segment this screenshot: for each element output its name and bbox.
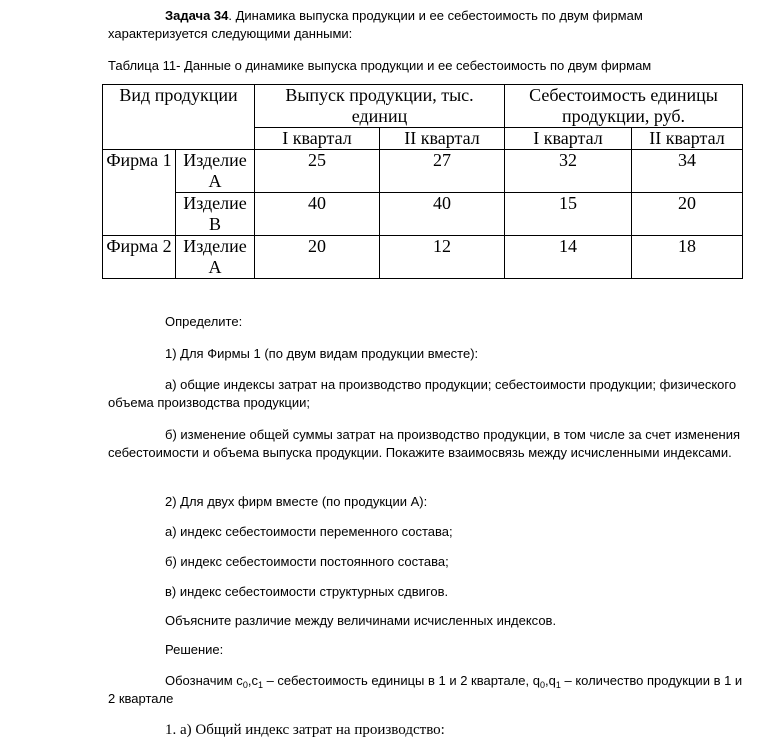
cost-q1-cell: 14 xyxy=(505,236,632,279)
header-cost-q2: II квартал xyxy=(632,128,743,150)
subscript-one: 1 xyxy=(257,680,263,690)
item-1a: а) общие индексы затрат на производство продукции; себестоимости продукции; физического объема производства продукции; xyxy=(108,377,737,410)
output-q2-cell: 40 xyxy=(380,193,505,236)
output-q2-cell: 12 xyxy=(380,236,505,279)
cost-q2-cell: 34 xyxy=(632,150,743,193)
subscript-one: 1 xyxy=(555,680,561,690)
firm-cell: Фирма 1 xyxy=(103,150,176,236)
task-intro-line2: характеризуется следующими данными: xyxy=(108,26,353,41)
product-cell: Изделие А xyxy=(176,150,255,193)
cost-q1-cell: 32 xyxy=(505,150,632,193)
cost-q1-cell: 15 xyxy=(505,193,632,236)
output-q1-cell: 40 xyxy=(255,193,380,236)
task-intro xyxy=(108,7,748,43)
item-1b: б) изменение общей суммы затрат на производство продукции, в том числе за счет изменения себестоимости и объема выпуска продукции. Покажите взаимосвязь между исчисленными индексами. xyxy=(108,427,740,460)
cost-q2-cell: 20 xyxy=(632,193,743,236)
item-2: 2) Для двух фирм вместе (по продукции А): xyxy=(165,494,428,509)
output-q1-cell: 25 xyxy=(255,150,380,193)
item-2a: а) индекс себестоимости переменного состава; xyxy=(165,524,453,539)
determine-label: Определите: xyxy=(165,314,243,329)
solution-step-1a: 1. а) Общий индекс затрат на производство: xyxy=(165,722,445,738)
subscript-zero: 0 xyxy=(539,680,545,690)
product-cell: Изделие В xyxy=(176,193,255,236)
firm-cell: Фирма 2 xyxy=(103,236,176,279)
item-2b: б) индекс себестоимости постоянного состава; xyxy=(165,554,449,569)
table-row xyxy=(103,236,743,279)
output-q2-cell: 27 xyxy=(380,150,505,193)
output-q1-cell: 20 xyxy=(255,236,380,279)
header-cost-q1: I квартал xyxy=(505,128,632,150)
item-2c: в) индекс себестоимости структурных сдвигов. xyxy=(165,584,449,599)
header-cost: Себестоимость единицы продукции, руб. xyxy=(505,85,743,128)
task-number: Задача 34 xyxy=(165,8,229,23)
solution-label: Решение: xyxy=(165,642,224,657)
table-row xyxy=(103,150,743,193)
task-intro-text: . Динамика выпуска продукции и ее себестоимость по двум фирмам xyxy=(228,8,643,23)
explain-text: Объясните различие между величинами исчисленных индексов. xyxy=(165,613,557,628)
cost-q2-cell: 18 xyxy=(632,236,743,279)
notation-text: Обозначим $c_0,c_1$ – себестоимость единицы в 1 и 2 квартале, $q_0,q_1$ – количество продукции в 1 и 2 квартале xyxy=(108,673,743,706)
item-1: 1) Для Фирмы 1 (по двум видам продукции вместе): xyxy=(165,346,479,361)
data-table xyxy=(102,84,743,279)
table-row xyxy=(103,193,743,236)
header-output: Выпуск продукции, тыс. единиц xyxy=(255,85,505,128)
table-caption: Таблица 11- Данные о динамике выпуска продукции и ее себестоимость по двум фирмам xyxy=(108,58,652,73)
product-cell: Изделие А xyxy=(176,236,255,279)
header-product: Вид продукции xyxy=(103,85,255,150)
header-output-q1: I квартал xyxy=(255,128,380,150)
subscript-zero: 0 xyxy=(242,680,248,690)
header-output-q2: II квартал xyxy=(380,128,505,150)
